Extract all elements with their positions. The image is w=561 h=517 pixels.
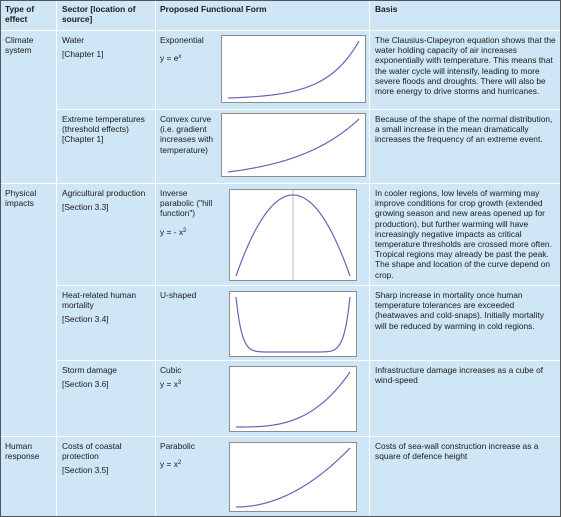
sector-name: Costs of coastal protection <box>62 441 122 462</box>
cubic-curve-line <box>236 372 350 427</box>
column-divider <box>56 0 57 517</box>
header-sector: Sector [location of source] <box>57 0 155 30</box>
column-divider <box>369 0 370 517</box>
exponential-curve <box>222 36 365 102</box>
basis-text: Infrastructure damage increases as a cube of wind-speed <box>375 365 544 386</box>
basis-text: Because of the shape of the normal distribution, a small increase in the mean dramatically increases the frequency of an extreme event. <box>375 114 553 145</box>
sector-name: Water <box>62 35 85 45</box>
form-cell <box>155 437 221 517</box>
header-proposed-form: Proposed Functional Form <box>155 0 370 30</box>
basis-text: In cooler regions, low levels of warming may improve conditions for crop growth (extended growing season and new areas opened up for production), but further warming will have increasingly negative impacts as critical temperature thresholds are crossed more often. Tropical regions may already be past the peak. The shape and location of the curve depend on crop. <box>375 188 552 280</box>
curve-plot-parabolic <box>229 442 357 512</box>
group-label-human-response: Human response <box>5 441 40 462</box>
row-divider <box>57 285 561 286</box>
table-row-storm-damage <box>0 361 561 436</box>
sector-source: [Section 3.5] <box>62 465 109 476</box>
row-divider <box>57 109 561 110</box>
ushape-curve-line <box>236 297 350 352</box>
hill-curve <box>230 190 356 280</box>
u-shaped-curve <box>230 292 356 356</box>
form-name: Parabolic <box>160 441 195 451</box>
convex-curve-line <box>228 119 359 172</box>
sector-name: Extreme temperatures (threshold effects) <box>62 114 145 135</box>
form-cell <box>155 110 221 183</box>
form-cell <box>155 31 217 109</box>
form-name: U-shaped <box>160 290 197 300</box>
sector-cell <box>57 110 155 183</box>
cubic-curve <box>230 367 356 431</box>
sector-name: Storm damage <box>62 365 117 375</box>
sector-cell <box>57 437 155 517</box>
form-name: Convex curve (i.e. gradient increases with temperature) <box>160 114 214 155</box>
row-divider <box>0 183 561 184</box>
form-name: Inverse parabolic ("hill function") <box>160 188 213 219</box>
form-equation: $y = x^3$ <box>160 379 182 390</box>
form-equation: $y = x^2$ <box>160 459 182 470</box>
column-divider <box>155 0 156 517</box>
parabolic-curve-line <box>236 448 350 507</box>
header-type-of-effect: Type of effect <box>0 0 52 30</box>
form-equation: y = - $x^2$ <box>160 226 187 237</box>
row-divider <box>0 30 561 31</box>
curve-plot-exponential <box>221 35 366 103</box>
form-cell <box>155 184 219 285</box>
sector-source: [Section 3.4] <box>62 314 109 325</box>
form-name: Cubic <box>160 365 182 375</box>
table-row-water <box>0 31 561 109</box>
sector-cell <box>57 31 155 109</box>
group-label-physical-impacts: Physical impacts <box>5 188 37 209</box>
curve-plot-hill <box>229 189 357 281</box>
sector-source: [Chapter 1] <box>62 49 104 60</box>
curve-plot-convex <box>221 113 366 177</box>
sector-cell <box>57 361 155 436</box>
sector-source: [Section 3.3] <box>62 202 109 213</box>
basis-text: Costs of sea-wall construction increase as a square of defence height <box>375 441 539 462</box>
sector-source: [Chapter 1] <box>62 134 104 145</box>
form-cell <box>155 286 221 360</box>
form-name: Exponential <box>160 35 204 45</box>
sector-name: Heat-related human mortality <box>62 290 137 311</box>
table-row-agricultural-production <box>0 184 561 285</box>
sector-source: [Section 3.6] <box>62 379 109 390</box>
table-row-heat-mortality <box>0 286 561 360</box>
row-divider <box>57 360 561 361</box>
form-equation: $y = e^x$ <box>160 53 182 64</box>
parabolic-curve <box>230 443 356 511</box>
sector-cell <box>57 184 155 285</box>
sector-name: Agricultural production <box>62 188 146 198</box>
form-cell <box>155 361 221 436</box>
curve-plot-u-shaped <box>229 291 357 357</box>
table-row-coastal-protection <box>0 437 561 517</box>
basis-text: The Clausius-Clapeyron equation shows that the water holding capacity of air increases exponentially with temperature. This means that the water cycle will intensify, leading to more severe floods and droughts. There will also be more energy to drive storms and hurricanes. <box>375 35 556 97</box>
basis-text: Sharp increase in mortality once human temperature tolerances are exceeded (heatwaves and cold-snaps). Initially mortality will be reduced by warming in cold regions. <box>375 290 544 331</box>
curve-plot-cubic <box>229 366 357 432</box>
convex-curve <box>222 114 365 176</box>
header-basis: Basis <box>370 0 561 30</box>
table-header-row <box>0 0 561 30</box>
row-divider <box>0 436 561 437</box>
sector-cell <box>57 286 155 360</box>
group-label-climate-system: Climate system <box>5 35 34 56</box>
exponential-curve-line <box>228 41 359 98</box>
table-row-extreme-temperatures <box>0 110 561 183</box>
